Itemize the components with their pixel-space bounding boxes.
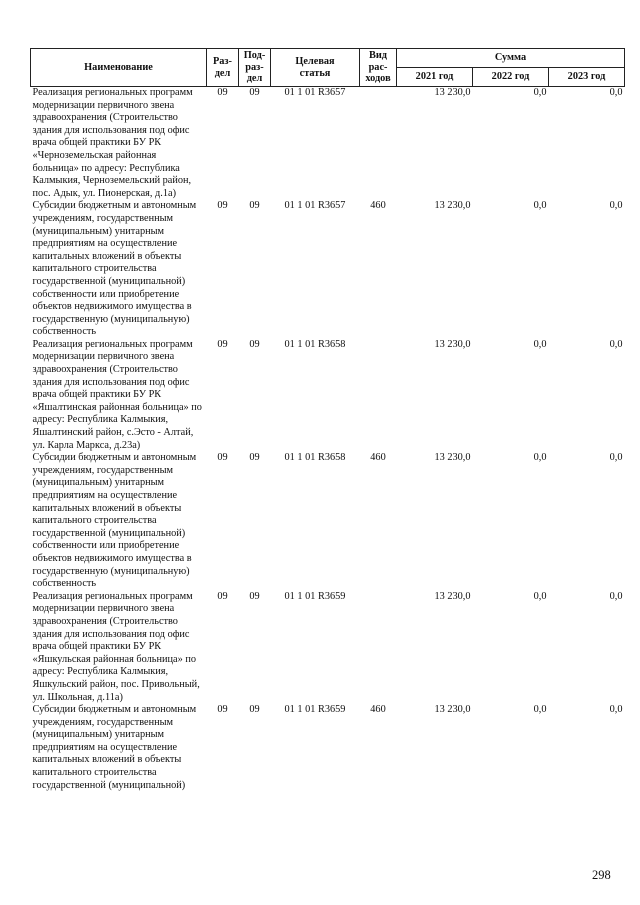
row-vid: 460 (370, 452, 386, 464)
row-razdel: 09 (217, 338, 228, 350)
row-podrazdel: 09 (249, 87, 260, 98)
col-header-year-2023: 2023 год (549, 68, 625, 87)
row-vid (360, 87, 397, 201)
row-sum-2022: 0,0 (533, 452, 547, 464)
row-celevaya: 01 1 01 R3658 (284, 452, 346, 464)
budget-table (30, 48, 625, 792)
row-sum-2023: 0,0 (609, 200, 623, 212)
col-header-razdel: Раз- дел (207, 49, 239, 87)
row-razdel: 09 (217, 590, 228, 602)
row-podrazdel: 09 (249, 590, 260, 602)
row-sum-2021: 13 230,0 (434, 87, 471, 98)
row-sum-2023: 0,0 (609, 452, 623, 464)
row-name: Субсидии бюджетным и автономным учреждениям, государственным (муниципальным) унитарным предприятиям на осуществление капитальных вложений в объекты капитального строительства государственной (муниципальной) собственности или приобретение объектов недвижимого имущества в государственную (муниципальную) собственность (32, 452, 197, 590)
col-header-podrazdel: Под- раз- дел (239, 49, 271, 87)
row-sum-2023: 0,0 (609, 704, 623, 716)
row-sum-2021: 13 230,0 (434, 200, 471, 212)
row-name: Субсидии бюджетным и автономным учреждениям, государственным (муниципальным) унитарным предприятиям на осуществление капитальных вложений в объекты капитального строительства государственной (муниципальной) (32, 704, 197, 791)
col-header-celevaya: Целевая статья (271, 49, 360, 87)
row-vid (360, 339, 397, 452)
table-row (31, 339, 625, 452)
row-sum-2021: 13 230,0 (434, 452, 471, 464)
col-header-vid: Вид рас- ходов (360, 49, 397, 87)
row-vid: 460 (370, 704, 386, 716)
row-name: Реализация региональных программ модернизации первичного звена здравоохранения (Строительство здания для использования под офис врача общей практики БУ РК «Черноземельская районная больница» по адресу: Республика Калмыкия, Черноземельский район, пос. Адык, ул. Пионерская, д.1а) (32, 87, 193, 199)
col-header-summa: Сумма (397, 49, 625, 68)
row-sum-2023: 0,0 (609, 87, 623, 98)
table-row (31, 200, 625, 339)
table-row (31, 704, 625, 792)
row-name: Субсидии бюджетным и автономным учреждениям, государственным (муниципальным) унитарным предприятиям на осуществление капитальных вложений в объекты капитального строительства государственной (муниципальной) собственности или приобретение объектов недвижимого имущества в государственную (муниципальную) собственность (32, 200, 197, 338)
row-sum-2022: 0,0 (533, 200, 547, 212)
row-celevaya: 01 1 01 R3659 (284, 590, 346, 602)
row-sum-2022: 0,0 (533, 87, 547, 98)
row-sum-2021: 13 230,0 (434, 338, 471, 350)
row-sum-2023: 0,0 (609, 590, 623, 602)
page-number: 298 (592, 868, 611, 882)
col-header-year-2022: 2022 год (473, 68, 549, 87)
table-row (31, 452, 625, 591)
col-header-name: Наименование (31, 49, 207, 87)
row-podrazdel: 09 (249, 704, 260, 716)
row-celevaya: 01 1 01 R3659 (284, 704, 346, 716)
row-razdel: 09 (217, 704, 228, 716)
row-podrazdel: 09 (249, 452, 260, 464)
row-podrazdel: 09 (249, 200, 260, 212)
table-row (31, 87, 625, 201)
row-celevaya: 01 1 01 R3658 (284, 338, 346, 350)
table-row (31, 591, 625, 704)
row-celevaya: 01 1 01 R3657 (284, 200, 346, 212)
row-sum-2023: 0,0 (609, 338, 623, 350)
row-razdel: 09 (217, 200, 228, 212)
row-vid: 460 (370, 200, 386, 212)
row-celevaya: 01 1 01 R3657 (284, 87, 346, 98)
row-sum-2021: 13 230,0 (434, 704, 471, 716)
row-name: Реализация региональных программ модернизации первичного звена здравоохранения (Строительство здания для использования под офис врача общей практики БУ РК «Яшалтинская районная больница» по адресу: Республика Калмыкия, Яшалтинский район, с.Эсто - Алтай, ул. Карла Маркса, д.23а) (32, 338, 202, 451)
document-page (30, 48, 624, 792)
row-podrazdel: 09 (249, 338, 260, 350)
row-sum-2022: 0,0 (533, 704, 547, 716)
row-sum-2022: 0,0 (533, 590, 547, 602)
row-razdel: 09 (217, 87, 228, 98)
row-razdel: 09 (217, 452, 228, 464)
row-name: Реализация региональных программ модернизации первичного звена здравоохранения (Строительство здания для использования под офис врача общей практики БУ РК «Яшкульская районная больница» по адресу: Республика Калмыкия, Яшкульский район, пос. Привольный, ул. Школьная, д.11а) (32, 590, 200, 703)
col-header-year-2021: 2021 год (397, 68, 473, 87)
row-sum-2021: 13 230,0 (434, 590, 471, 602)
row-sum-2022: 0,0 (533, 338, 547, 350)
row-vid (360, 591, 397, 704)
